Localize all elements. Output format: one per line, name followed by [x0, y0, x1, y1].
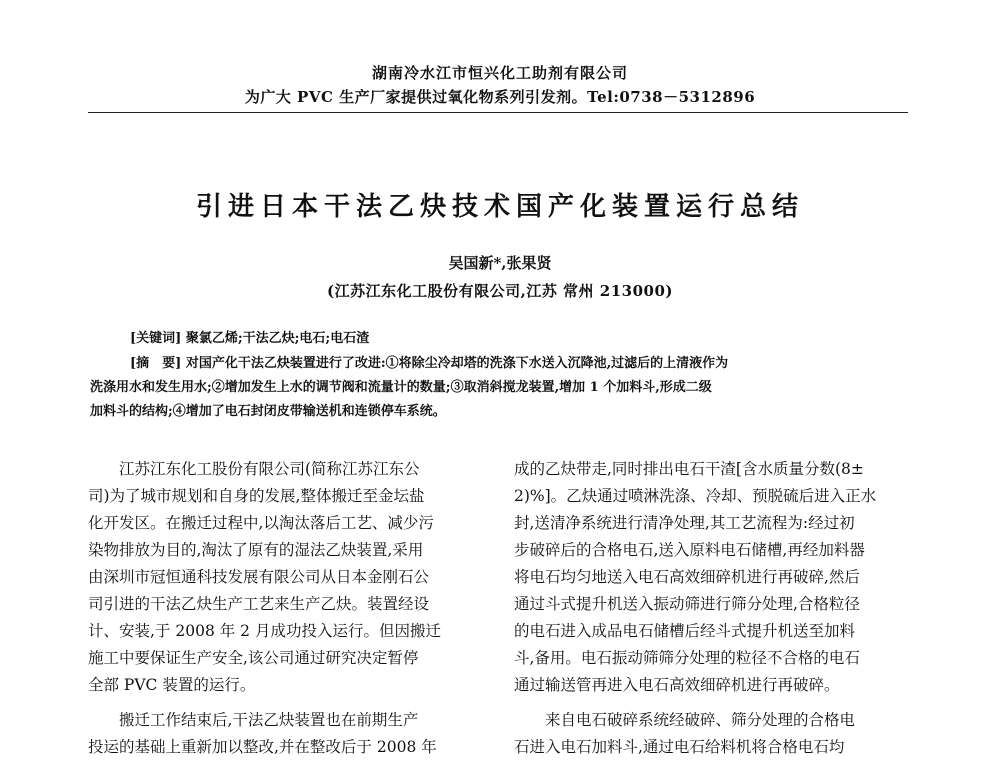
- abstract: [90, 352, 900, 424]
- abstract-line: 加料斗的结构;④增加了电石封闭皮带输送机和连锁停车系统。: [90, 404, 446, 419]
- body-line: 司)为了城市规划和自身的发展,整体搬迁至金坛盐: [88, 487, 425, 505]
- body-line: 斗,备用。电石振动筛筛分处理的粒径不合格的电石: [514, 649, 860, 667]
- body-line: 全部 PVC 装置的运行。: [88, 676, 256, 694]
- body-line: 通过输送管再进入电石高效细碎机进行再破碎。: [514, 676, 840, 694]
- paper-title: 引进日本干法乙炔技术国产化装置运行总结: [195, 192, 804, 222]
- journal-header-advert: 为广大 PVC 生产厂家提供过氧化物系列引发剂。Tel:0738－5312896: [244, 88, 756, 106]
- body-line: 投运的基础上重新加以整改,并在整改后于 2008 年: [88, 738, 437, 756]
- body-line: 通过斗式提升机送入振动筛进行筛分处理,合格粒径: [514, 595, 860, 613]
- body-line: 施工中要保证生产安全,该公司通过研究决定暂停: [88, 649, 419, 667]
- body-left-column: [88, 456, 480, 761]
- body-line: 来自电石破碎系统经破碎、筛分处理的合格电: [545, 711, 856, 729]
- journal-header-company: 湖南冷水江市恒兴化工助剂有限公司: [371, 64, 628, 82]
- body-line: 染物排放为目的,淘汰了原有的湿法乙炔装置,采用: [88, 541, 424, 559]
- keywords: [关键词] 聚氯乙烯;干法乙炔;电石;电石渣: [130, 331, 370, 346]
- body-line: 石进入电石加料斗,通过电石给料机将合格电石均: [514, 738, 845, 756]
- body-line: 成的乙炔带走,同时排出电石干渣[含水质量分数(8±: [514, 460, 864, 478]
- abstract-line: [摘 要] 对国产化干法乙炔装置进行了改进:①将除尘冷却塔的洗涤下水送入沉降池,过滤后的上清液作为: [130, 356, 729, 371]
- body-line: 步破碎后的合格电石,送入原料电石储槽,再经加料器: [514, 541, 865, 559]
- header-divider: [88, 112, 908, 113]
- body-line: 计、安装,于 2008 年 2 月成功投入运行。但因搬迁: [88, 622, 441, 640]
- body-line: 封,送清净系统进行清净处理,其工艺流程为:经过初: [514, 514, 855, 532]
- body-right-column: [514, 456, 906, 761]
- body-line: 的电石进入成品电石储槽后经斗式提升机送至加料: [514, 622, 856, 640]
- body-line: 将电石均匀地送入电石高效细碎机进行再破碎,然后: [514, 568, 860, 586]
- abstract-line: 洗涤用水和发生用水;②增加发生上水的调节阀和流量计的数量;③取消斜搅龙装置,增加 1 个加料斗,形成二级: [90, 380, 712, 395]
- paper-affiliation: (江苏江东化工股份有限公司,江苏 常州 213000): [327, 282, 673, 300]
- body-line: 司引进的干法乙炔生产工艺来生产乙炔。装置经设: [88, 595, 430, 613]
- body-line: 江苏江东化工股份有限公司(简称江苏江东公: [119, 460, 420, 478]
- body-line: 化开发区。在搬迁过程中,以淘汰落后工艺、减少污: [88, 514, 434, 532]
- paper-authors: 吴国新*,张果贤: [448, 254, 552, 272]
- body-line: 2)%]。乙炔通过喷淋洗涤、冷却、预脱硫后进入正水: [514, 487, 877, 505]
- body-line: 由深圳市冠恒通科技发展有限公司从日本金刚石公: [88, 568, 430, 586]
- body-line: 搬迁工作结束后,干法乙炔装置也在前期生产: [119, 711, 419, 729]
